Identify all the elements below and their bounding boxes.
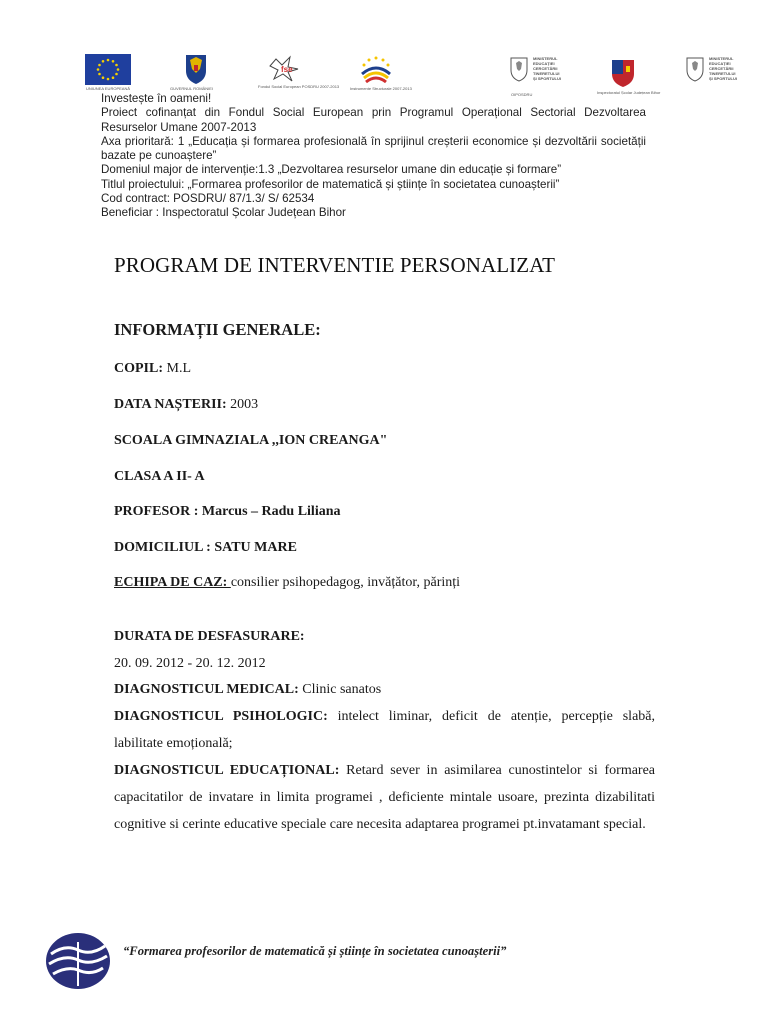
psiho-value: intelect liminar, deficit de atenție, percepție slabă, labilitate emoțională;: [114, 709, 655, 752]
domiciliu-text: DOMICILIUL : SATU MARE: [114, 540, 297, 555]
data-nasterii-value: 2003: [230, 397, 259, 412]
edu-value: Retard sever in asimilarea cunostintelor si formarea capacitatilor de invatare in limita programei , deficiente mintale usoare, prezinta dizabilitati cognitive si cerinte educative speciale care necesita adaptarea programei pt.invatamant special.: [114, 763, 656, 833]
diagnostic-psihologic: [114, 703, 655, 757]
durata-value: 20. 09. 2012 - 20. 12. 2012: [114, 656, 266, 671]
header-priority-axis: Axa prioritară: 1 „Educația și formarea profesională în sprijinul creșterii economice și dezvoltării societății bazate pe cunoaștere”: [101, 134, 646, 163]
structural-instruments-logo-icon: [358, 54, 394, 89]
eu-flag-icon: [85, 54, 131, 85]
field-durata: [114, 629, 305, 645]
field-data-nasterii: [114, 397, 258, 413]
echipa-label: ECHIPA DE CAZ:: [114, 575, 231, 590]
medical-label: DIAGNOSTICUL MEDICAL:: [114, 682, 299, 697]
copil-value: M.L: [166, 361, 191, 376]
ministry-caption-1: MINISTERUL EDUCAȚIEI CERCETĂRII TINERETULUI ȘI SPORTULUI: [533, 56, 562, 81]
ministry-caption-2: MINISTERUL EDUCAȚIEI CERCETĂRII TINERETULUI ȘI SPORTULUI: [709, 56, 738, 81]
data-nasterii-label: DATA NAȘTERII:: [114, 397, 227, 412]
diagnostic-educational: [114, 757, 655, 839]
is-caption: Instrumente Structurale 2007-2013: [350, 86, 412, 91]
edu-label: DIAGNOSTICUL EDUCAȚIONAL:: [114, 763, 340, 778]
footer-project-logo-icon: [45, 932, 111, 990]
psiho-label: DIAGNOSTICUL PSIHOLOGIC:: [114, 709, 328, 724]
header-slogan: Investește în oameni!: [101, 92, 212, 105]
field-domiciliu: [114, 540, 297, 556]
durata-label: DURATA DE DESFASURARE:: [114, 629, 305, 644]
profesor-label: PROFESOR :: [114, 504, 199, 519]
bihor-crest-icon: [610, 58, 636, 93]
scoala-text: SCOALA GIMNAZIALA ,,ION CREANGA": [114, 433, 388, 448]
gov-caption: GUVERNUL ROMÂNIEI: [170, 86, 213, 91]
field-echipa-de-caz: [114, 575, 460, 591]
svg-text:fse: fse: [281, 65, 293, 74]
field-diagnostic-medical: [114, 682, 381, 698]
copil-label: COPIL:: [114, 361, 163, 376]
page-title: PROGRAM DE INTERVENTIE PERSONALIZAT: [114, 253, 556, 277]
romania-coat-of-arms-icon: [183, 53, 209, 90]
section-title: INFORMAȚII GENERALE:: [114, 320, 321, 339]
header-cofinancing: Proiect cofinanțat din Fondul Social European prin Programul Operațional Sectorial Dezvoltarea Resurselor Umane 2007-2013: [101, 106, 646, 134]
isj-caption: Inspectoratul Școlar Județean Bihor: [597, 90, 661, 95]
project-header: [101, 92, 646, 221]
field-copil: [114, 361, 191, 377]
header-project-title: Titlul proiectului: „Formarea profesorilor de matematică și științe în societatea cunoașterii”: [101, 177, 560, 191]
posdru-caption: OIPOSDRU: [511, 92, 533, 97]
ministry-crest-icon-2: [684, 56, 706, 87]
header-beneficiary: Beneficiar : Inspectoratul Școlar Județean Bihor: [101, 206, 346, 220]
header-intervention-domain: Domeniul major de intervenție:1.3 „Dezvoltarea resurselor umane din educație și formare”: [101, 163, 562, 177]
medical-value: Clinic sanatos: [302, 682, 382, 697]
echipa-value: consilier psihopedagog, invățător, părinți: [230, 575, 461, 590]
clasa-text: CLASA A II- A: [114, 469, 205, 484]
logo-strip: [0, 50, 768, 98]
footer-quote: “Formarea profesorilor de matematică și științe în societatea cunoașterii”: [123, 944, 507, 958]
eu-caption: UNIUNEA EUROPEANĂ: [86, 86, 131, 91]
field-clasa: [114, 469, 205, 485]
header-contract-code: Cod contract: POSDRU/ 87/1.3/ S/ 62534: [101, 192, 315, 206]
field-profesor: [114, 504, 341, 520]
fse-caption: Fondul Social European POSDRU 2007-2013: [258, 84, 340, 89]
field-scoala: [114, 433, 387, 449]
profesor-value: Marcus – Radu Liliana: [201, 504, 341, 519]
ministry-crest-icon-1: [508, 56, 530, 87]
